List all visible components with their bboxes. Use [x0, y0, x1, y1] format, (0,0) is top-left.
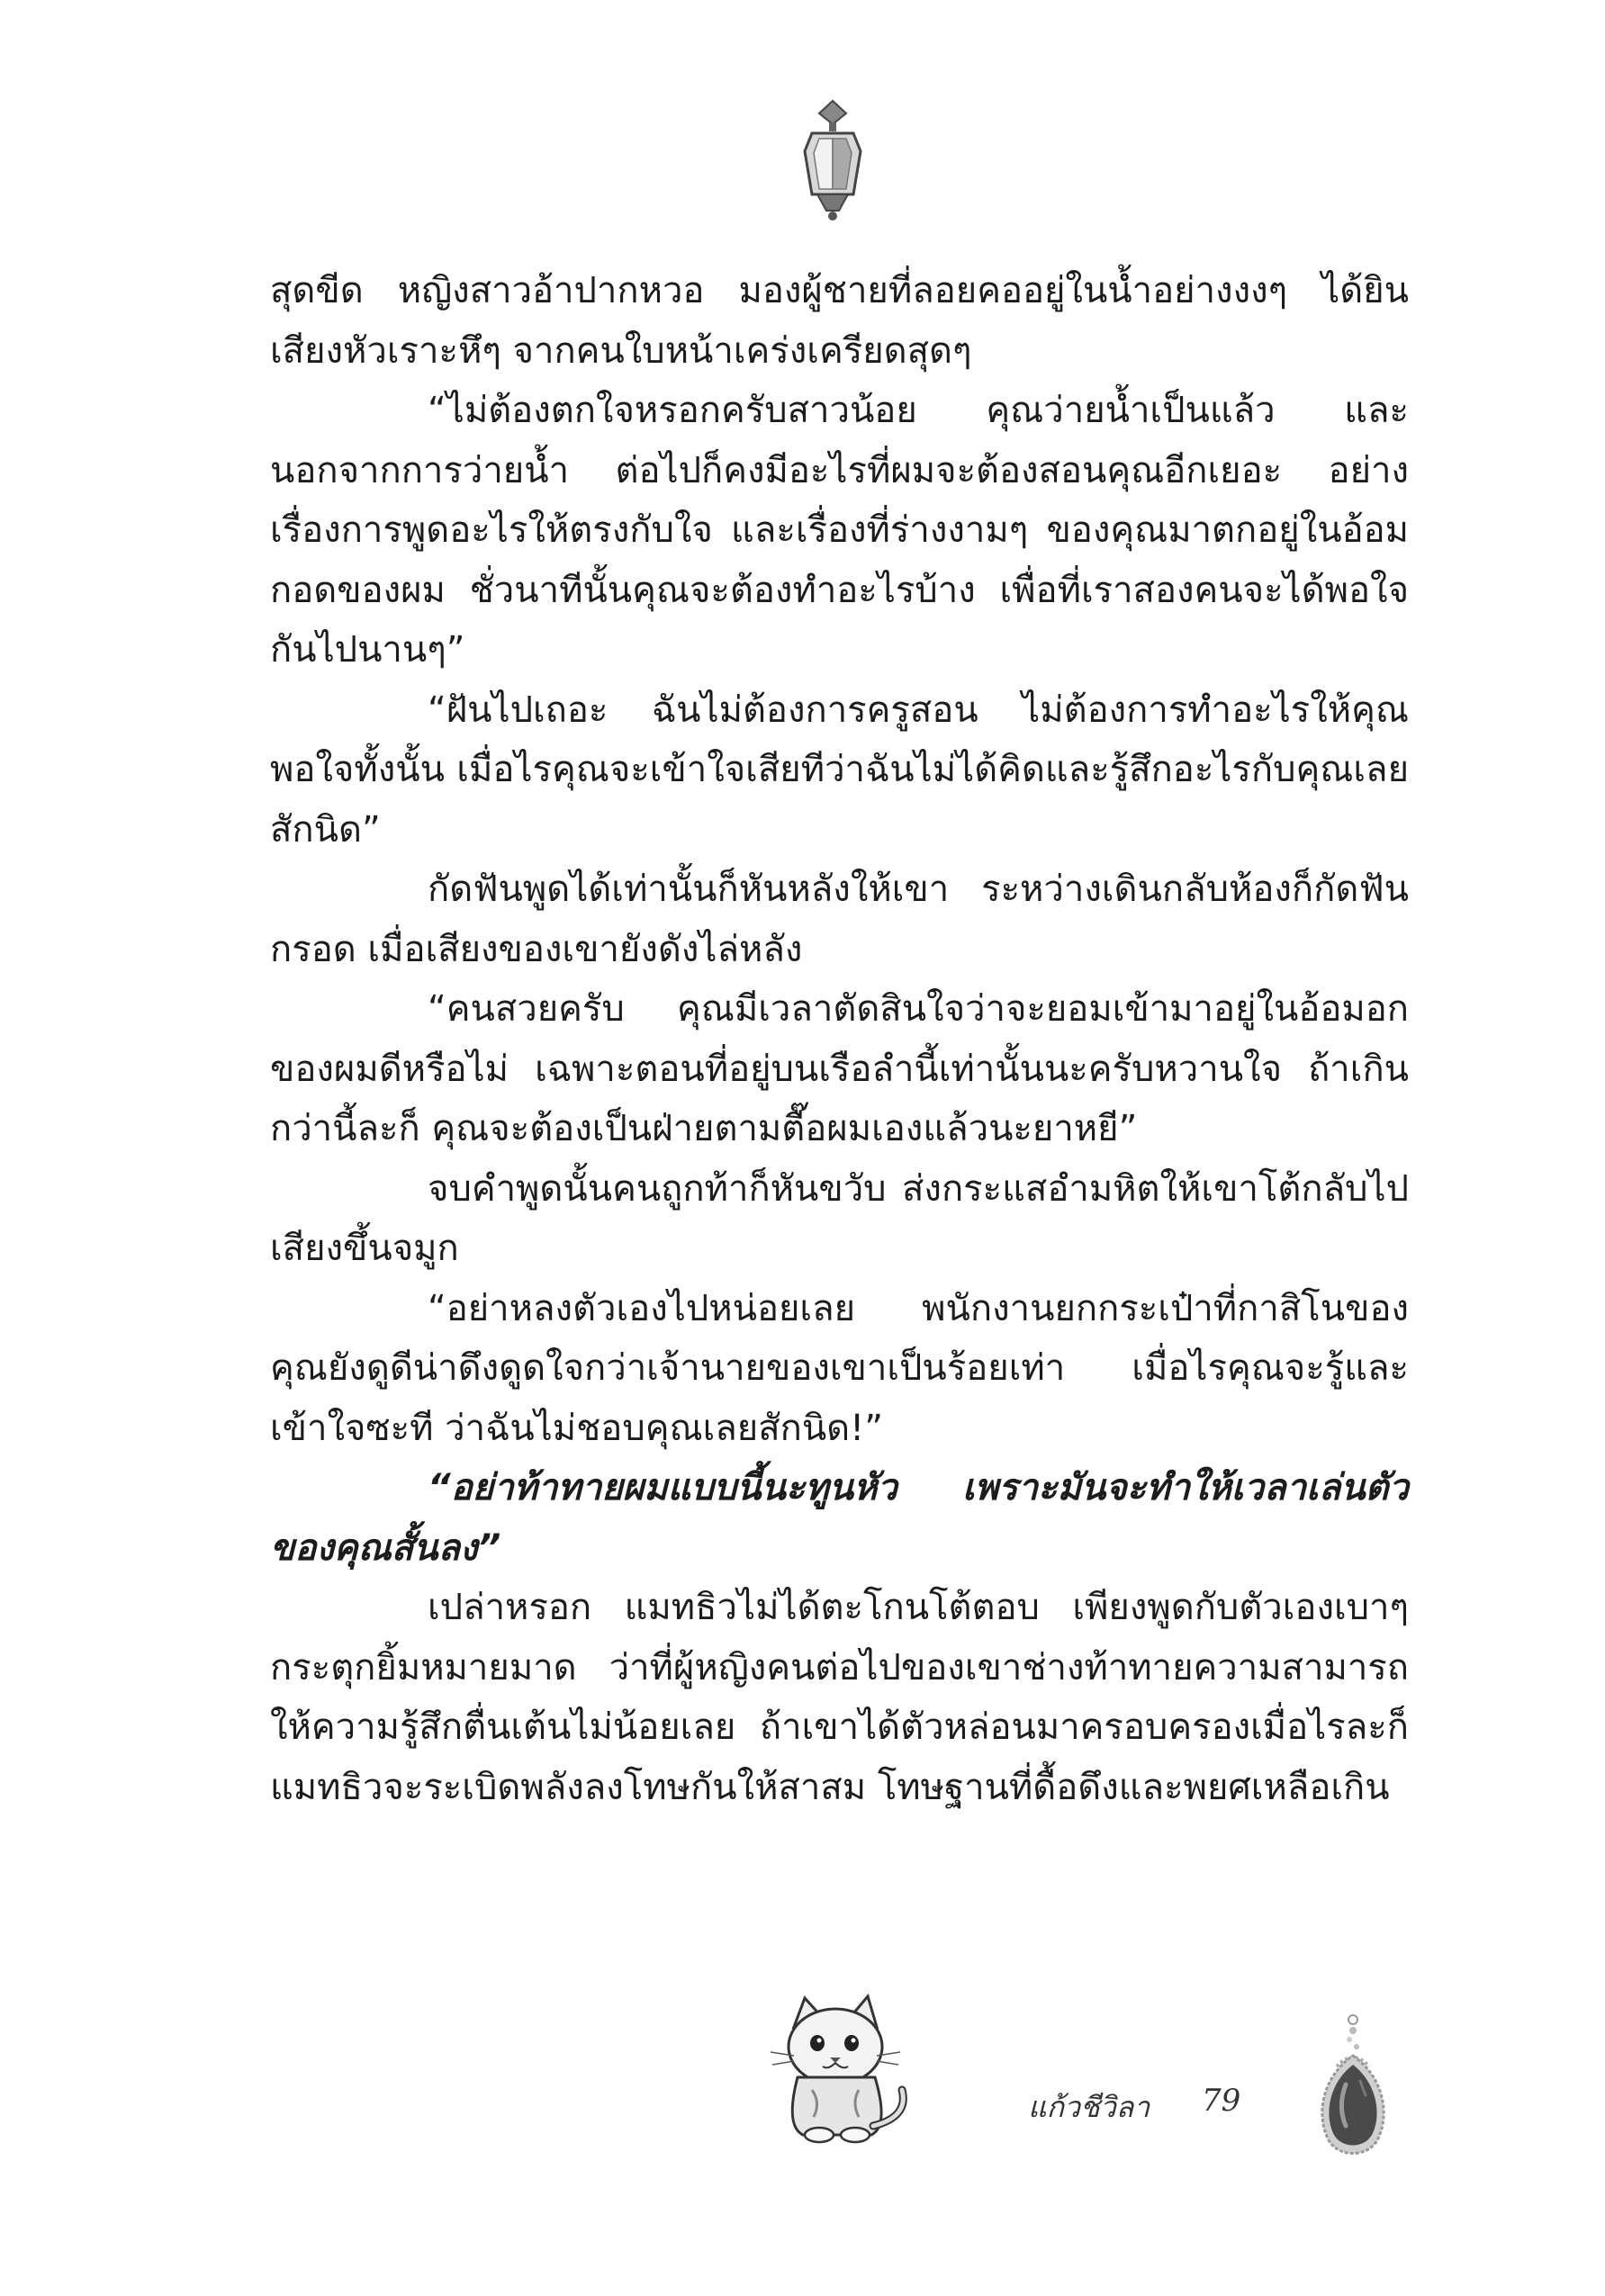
page-number: 79 — [1202, 2083, 1241, 2119]
paragraph: “คนสวยครับ คุณมีเวลาตัดสินใจว่าจะยอมเข้ามาอยู่ในอ้อมอกของผมดีหรือไม่ เฉพาะตอนที่อยู่บนเรือลำนี้เท่านั้นนะครับหวานใจ ถ้าเกินกว่านี้ละก็ คุณจะต้องเป็นฝ่ายตามตื๊อผมเองแล้วนะยาหยี” — [270, 988, 1409, 1149]
paragraph: กัดฟันพูดได้เท่านั้นก็หันหลังให้เขา ระหว่างเดินกลับห้องก็กัดฟันกรอด เมื่อเสียงของเขายังดังไล่หลัง — [270, 869, 1409, 970]
paragraph: เปล่าหรอก แมทธิวไม่ได้ตะโกนโต้ตอบ เพียงพูดกับตัวเองเบาๆ กระตุกยิ้มหมายมาด ว่าที่ผู้หญิงคนต่อไปของเขาช่างท้าทายความสามารถให้ความรู้สึกตื่นเต้นไม่น้อยเลย ถ้าเขาได้ตัวหล่อนมาครอบครองเมื่อไรละก็ แมทธิวจะระเบิดพลังลงโทษกันให้สาสม โทษฐานที่ดื้อดึงและพยศเหลือเกิน — [270, 1587, 1409, 1808]
story-text — [270, 261, 1409, 1817]
paragraph: “ฝันไปเถอะ ฉันไม่ต้องการครูสอน ไม่ต้องการทำอะไรให้คุณพอใจทั้งนั้น เมื่อไรคุณจะเข้าใจเสียทีว่าฉันไม่ได้คิดและรู้สึกอะไรกับคุณเลยสักนิด” — [270, 689, 1409, 851]
paragraph-italic: “อย่าท้าทายผมแบบนี้นะทูนหัว เพราะมันจะทำให้เวลาเล่นตัวของคุณสั้นลง” — [270, 1467, 1409, 1569]
kitten-illustration — [758, 1991, 915, 2144]
paragraph: “อย่าหลงตัวเองไปหน่อยเลย พนักงานยกกระเป๋าที่กาสิโนของคุณยังดูดีน่าดึงดูดใจกว่าเจ้านายของเขาเป็นร้อยเท่า เมื่อไรคุณจะรู้และเข้าใจซะที ว่าฉันไม่ชอบคุณเลยสักนิด!” — [270, 1287, 1409, 1449]
paragraph: “ไม่ต้องตกใจหรอกครับสาวน้อย คุณว่ายน้ำเป็นแล้ว และนอกจากการว่ายน้ำ ต่อไปก็คงมีอะไรที่ผมจะต้องสอนคุณอีกเยอะ อย่างเรื่องการพูดอะไรให้ตรงกับใจ และเรื่องที่ร่างงามๆ ของคุณมาตกอยู่ในอ้อมกอดของผม ชั่วนาทีนั้นคุณจะต้องทำอะไรบ้าง เพื่อที่เราสองคนจะได้พอใจกันไปนานๆ” — [270, 390, 1409, 671]
gem-pendant-icon — [1310, 2012, 1395, 2170]
paragraph: สุดขีด หญิงสาวอ้าปากหวอ มองผู้ชายที่ลอยคออยู่ในน้ำอย่างงงๆ ได้ยินเสียงหัวเราะหึๆ จากคนใบหน้าเคร่งเครียดสุดๆ — [270, 270, 1409, 372]
book-title: แก้วชีวิลา — [1028, 2090, 1150, 2124]
lantern-ornament-icon — [792, 97, 873, 223]
paragraph: จบคำพูดนั้นคนถูกท้าก็หันขวับ ส่งกระแสอำมหิตให้เขาโต้กลับไปเสียงขึ้นจมูก — [270, 1167, 1409, 1269]
